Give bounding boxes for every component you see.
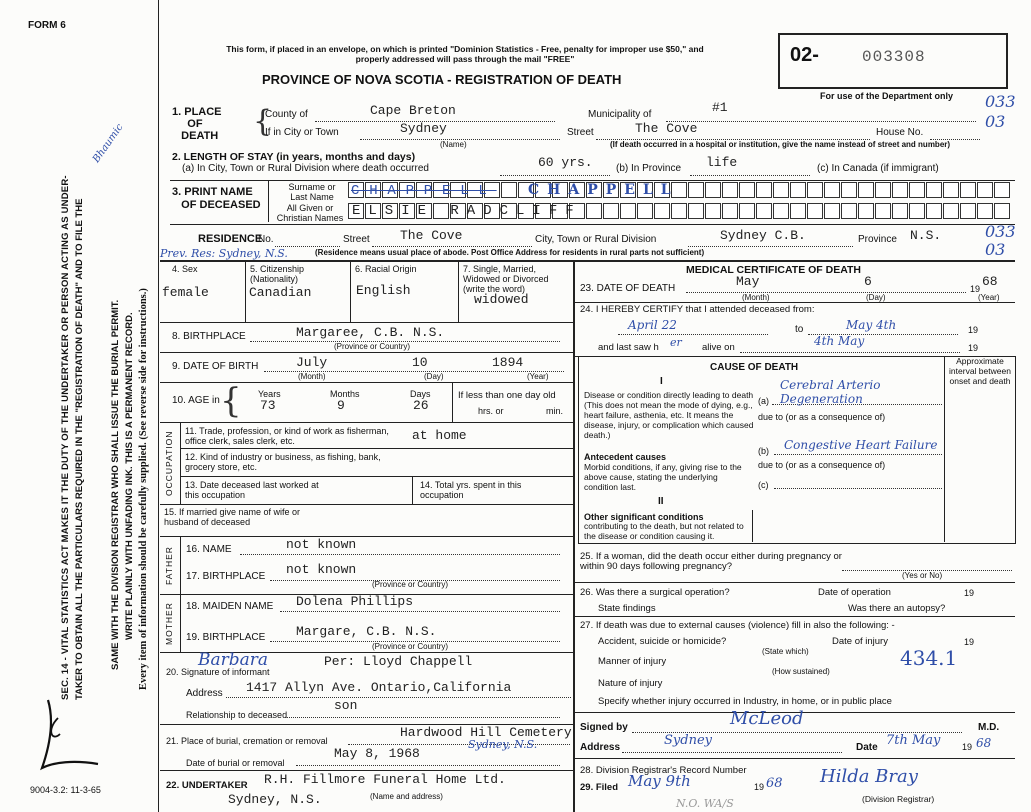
street-value: The Cove: [635, 121, 698, 136]
cert-to-label: to: [795, 324, 804, 335]
footer-code: 9004-3.2: 11-3-65: [30, 785, 101, 795]
medical-title: MEDICAL CERTIFICATE OF DEATH: [686, 264, 861, 276]
cause-b-label: (b): [758, 446, 769, 456]
undertaker-label: 22. UNDERTAKER: [166, 780, 248, 791]
years-label: Years: [258, 389, 281, 399]
name-letter-cell[interactable]: [603, 203, 619, 219]
dod-month: May: [736, 274, 760, 289]
stay-b-label: (b) In Province: [616, 163, 682, 174]
informant-per: Per: Lloyd Chappell: [324, 654, 473, 669]
marital-label: 7. Single, Married, Widowed or Divorced (write the word): [463, 264, 549, 294]
dod-label: 23. DATE OF DEATH: [580, 283, 676, 294]
burial-date-label: Date of burial or removal: [186, 758, 285, 768]
side-text-line4: WRITE PLAINLY WITH UNFADING INK. THIS IS A PERMANENT RECORD.: [124, 312, 135, 640]
name-letter-cell[interactable]: [739, 203, 755, 219]
dob-year-label: (Year): [527, 372, 549, 381]
name-letter-cell[interactable]: [620, 203, 636, 219]
name-letter-cell[interactable]: [875, 203, 891, 219]
last-worked-label: 13. Date deceased last worked at this occupation: [185, 480, 319, 500]
months-label: Months: [330, 389, 360, 399]
cert-to: May 4th: [846, 318, 897, 332]
name-letter-cell[interactable]: [943, 203, 959, 219]
side-text-line5: Every item of information should be carefully supplied. (See reverse side for instructions.): [138, 288, 149, 690]
name-letter-cell[interactable]: [722, 182, 738, 198]
cert-year19: 19: [968, 325, 979, 335]
dod-year-label: (Year): [978, 293, 1000, 302]
name-letter-cell[interactable]: [705, 182, 721, 198]
date-value: 7th May: [886, 733, 941, 748]
birthplace-prov: (Province or Country): [334, 342, 411, 351]
informant-address: 1417 Allyn Ave. Ontario,California: [246, 680, 512, 695]
autopsy-label: Was there an autopsy?: [848, 603, 946, 614]
father-birthplace-label: 17. BIRTHPLACE: [186, 571, 266, 582]
name-letter-cell[interactable]: [773, 182, 789, 198]
industry-label: 12. Kind of industry or business, as fishing, bank, grocery store, etc.: [185, 452, 381, 472]
side-text-line2: TAKER TO OBTAIN ALL THE PARTICULARS REQUIRED IN THE "REGISTRATION OF DEATH" AND TO FILE THE: [74, 198, 85, 700]
name-letter-cell[interactable]: [705, 203, 721, 219]
stay-b-value: life: [706, 155, 738, 170]
cause-a-label: (a): [758, 396, 769, 406]
name-letter-cell[interactable]: [994, 203, 1010, 219]
op-year19: 19: [964, 588, 975, 598]
how-sustained: (How sustained): [772, 667, 830, 676]
stay-c-label: (c) In Canada (if immigrant): [817, 163, 939, 174]
name-letter-cell[interactable]: [943, 182, 959, 198]
name-letter-cell[interactable]: [960, 182, 976, 198]
mother-side: MOTHER: [164, 602, 174, 645]
name-letter-cell[interactable]: [960, 203, 976, 219]
filed-label: 29. Filed: [580, 782, 619, 793]
trade-label: 11. Trade, profession, or kind of work as fisherman, office clerk, sales clerk, etc.: [185, 426, 389, 446]
nature-label: Nature of injury: [598, 678, 663, 689]
stay-a-value: 60 yrs.: [538, 155, 593, 170]
wife-label: 15. If married give name of wife or husband of deceased: [164, 507, 301, 527]
surgical-label: 26. Was there a surgical operation?: [580, 587, 730, 598]
county-label: County of: [265, 109, 308, 120]
date-label: Date: [856, 742, 878, 753]
marital-value: widowed: [474, 292, 529, 307]
alive-label: alive on: [702, 342, 735, 353]
dob-year: 1894: [492, 355, 524, 370]
surname-label: Surname or Last Name: [288, 182, 336, 202]
informant-label: 20. Signature of informant: [166, 667, 270, 677]
name-letter-cell[interactable]: [688, 182, 704, 198]
racial-value: English: [356, 283, 411, 298]
trade-value: at home: [412, 428, 467, 443]
margin-signature: [28, 690, 128, 780]
name-letter-cell[interactable]: [671, 203, 687, 219]
burial-place-hand: Sydney, N.S.: [468, 738, 538, 751]
given-value: ELSIE RADCLIFF: [352, 203, 582, 219]
last-saw-mid: er: [670, 336, 682, 349]
stay-label: 2. LENGTH OF STAY (in years, months and days): [172, 151, 416, 163]
age-years: 73: [260, 398, 276, 413]
dept-use-label: For use of the Department only: [820, 91, 954, 101]
name-letter-cell[interactable]: [722, 203, 738, 219]
dept-code-4: 03: [985, 240, 1006, 259]
dept-code-2: 03: [985, 112, 1006, 131]
antecedent-text: Morbid conditions, if any, giving rise to the above cause, stating the underlying condition last.: [584, 462, 742, 492]
burial-place-label: 21. Place of burial, cremation or removal: [166, 736, 328, 746]
cert-from: April 22: [628, 318, 677, 332]
disease-label: Disease or condition directly leading to death (This does not mean the mode of dying, e.g., heart failure, asthenia, etc. It means the disease, injury, or complication which caused death.): [584, 390, 754, 440]
hospital-note: (If death occurred in a hospital or institution, give the name instead of street and number): [610, 140, 951, 149]
burial-date: May 8, 1968: [334, 746, 420, 761]
signed-year: 68: [976, 736, 992, 750]
reg-prefix: 02-: [790, 44, 819, 66]
place-label: 1. PLACE OF DEATH: [172, 106, 222, 142]
age-days: 26: [413, 398, 429, 413]
residence-no-label: No.: [258, 234, 274, 245]
dod-month-label: (Month): [742, 293, 770, 302]
burial-place: Hardwood Hill Cemetery: [400, 725, 572, 740]
stay-a-label: (a) In City, Town or Rural Division where death occurred: [182, 163, 429, 174]
name-letter-cell[interactable]: [909, 203, 925, 219]
city-label: If in City or Town: [265, 127, 339, 138]
father-name: not known: [286, 537, 357, 552]
birthplace-label: 8. BIRTHPLACE: [172, 331, 246, 342]
cause-c-label: (c): [758, 480, 769, 490]
name-letter-cell[interactable]: [654, 203, 670, 219]
name-letter-cell[interactable]: [501, 182, 517, 198]
father-name-label: 16. NAME: [186, 544, 232, 555]
margin-note: Bhaumic: [90, 122, 126, 165]
residence-note: (Residence means usual place of abode. Post Office Address for residents in rural parts not sufficient): [315, 248, 705, 257]
side-text-line3: SAME WITH THE DIVISION REGISTRAR WHO SHALL ISSUE THE BURIAL PERMIT.: [110, 299, 121, 670]
left-margin-rule: [158, 0, 159, 812]
name-letter-cell[interactable]: [926, 203, 942, 219]
county-value: Cape Breton: [370, 103, 456, 118]
violence-label: 27. If death was due to external causes (violence) fill in also the following: -: [580, 620, 895, 631]
residence-city-label: City, Town or Rural Division: [535, 234, 657, 245]
undertaker-name-address: (Name and address): [370, 792, 443, 801]
house-label: House No.: [876, 127, 924, 138]
alive-value: 4th May: [814, 334, 865, 348]
dod-year: 68: [982, 274, 998, 289]
mail-notice: This form, if placed in an envelope, on which is printed "Dominion Statistics - Free, penalty for improper use $50," and properly addressed will pass through the mail "FREE": [226, 44, 704, 64]
initials: N.O. WA/S: [676, 797, 734, 810]
signed-value: McLeod: [730, 708, 804, 729]
specify-label: Specify whether injury occurred in Industry, in home, or in public place: [598, 696, 892, 707]
dob-day-label: (Day): [424, 372, 444, 381]
due-label-a: due to (or as a consequence of): [758, 412, 886, 422]
name-letter-cell[interactable]: [977, 182, 993, 198]
registrar-label: (Division Registrar): [862, 794, 935, 804]
residence-province-label: Province: [858, 234, 897, 245]
sex-label: 4. Sex: [172, 264, 198, 274]
father-side: FATHER: [164, 546, 174, 585]
other-text: contributing to the death, but not related to the disease or condition causing it.: [584, 521, 744, 541]
less-day: If less than one day old: [458, 390, 556, 401]
name-letter-cell[interactable]: [892, 203, 908, 219]
residence-province: N.S.: [910, 228, 942, 243]
name-letter-cell[interactable]: [824, 182, 840, 198]
city-value: Sydney: [400, 121, 447, 136]
last-saw-label: and last saw h: [598, 342, 659, 353]
racial-label: 6. Racial Origin: [355, 264, 417, 274]
injury-date-label: Date of injury: [832, 636, 888, 647]
occupation-side: OCCUPATION: [164, 430, 174, 496]
father-prov: (Province or Country): [372, 580, 449, 589]
residence-label: RESIDENCE: [198, 233, 263, 245]
citizenship-label: 5. Citizenship (Nationality): [250, 264, 305, 284]
state-which: (State which): [762, 647, 809, 656]
injury-year19: 19: [964, 637, 975, 647]
residence-city: Sydney C.B.: [720, 228, 806, 243]
woman-label: 25. If a woman, did the death occur either during pregnancy or within 90 days following pregnancy?: [580, 551, 842, 572]
dod-day-label: (Day): [866, 293, 886, 302]
municipality-label: Municipality of: [588, 109, 652, 120]
dob-month: July: [296, 355, 328, 370]
part-ii: II: [658, 496, 664, 507]
state-findings: State findings: [598, 603, 656, 614]
part-i: I: [660, 376, 663, 387]
name-letter-cell[interactable]: [841, 203, 857, 219]
name-letter-cell[interactable]: [739, 182, 755, 198]
residence-handwritten: Prev. Res: Sydney, N.S.: [160, 247, 288, 260]
surname-struck: CHAPPELL: [351, 183, 497, 199]
name-letter-cell[interactable]: [637, 203, 653, 219]
name-letter-cell[interactable]: [756, 203, 772, 219]
accident-label: Accident, suicide or homicide?: [598, 636, 727, 647]
name-letter-cell[interactable]: [858, 203, 874, 219]
dept-code-3: 033: [985, 222, 1016, 241]
yes-no: (Yes or No): [902, 571, 943, 580]
name-letter-cell[interactable]: [688, 203, 704, 219]
name-letter-cell[interactable]: [756, 182, 772, 198]
maiden-label: 18. MAIDEN NAME: [186, 601, 274, 612]
registrar-signature: Hilda Bray: [820, 766, 918, 787]
dod-year19: 19: [970, 284, 981, 294]
name-letter-cell[interactable]: [807, 182, 823, 198]
cause-b-value: Congestive Heart Failure: [784, 438, 938, 452]
citizenship-value: Canadian: [249, 285, 312, 300]
name-letter-cell[interactable]: [926, 182, 942, 198]
birthplace-value: Margaree, C.B. N.S.: [296, 325, 445, 340]
min-label: min.: [546, 406, 564, 416]
dob-day: 10: [412, 355, 428, 370]
antecedent-label: Antecedent causes: [584, 452, 667, 462]
mother-birthplace-label: 19. BIRTHPLACE: [186, 632, 266, 643]
name-letter-cell[interactable]: [586, 203, 602, 219]
name-note: (Name): [440, 140, 467, 149]
cause-code: 434.1: [900, 646, 958, 670]
total-years-label: 14. Total yrs. spent in this occupation: [420, 480, 522, 500]
name-letter-cell[interactable]: [824, 203, 840, 219]
days-label: Days: [410, 389, 431, 399]
undertaker-city: Sydney, N.S.: [228, 792, 322, 807]
municipality-value: #1: [712, 100, 728, 115]
filed-year19: 19: [754, 782, 765, 792]
mother-birthplace: Margare, C.B. N.S.: [296, 624, 437, 639]
residence-street: The Cove: [400, 228, 463, 243]
dod-day: 6: [864, 274, 872, 289]
undertaker-value: R.H. Fillmore Funeral Home Ltd.: [264, 772, 506, 787]
cert-label: 24. I HEREBY CERTIFY that I attended deceased from:: [580, 304, 815, 315]
due-label-b: due to (or as a consequence of): [758, 460, 886, 470]
informant-address-label: Address: [186, 688, 223, 699]
cod-title: CAUSE OF DEATH: [710, 362, 799, 373]
sex-value: female: [162, 285, 209, 300]
dob-month-label: (Month): [298, 372, 326, 381]
side-text-sec14: SEC. 14 - VITAL STATISTICS ACT MAKES IT THE DUTY OF THE UNDERTAKER OR PERSON ACTING AS UNDER-: [60, 175, 71, 700]
relationship-label: Relationship to deceased: [186, 710, 288, 720]
cause-a-value: Cerebral Arterio Degeneration: [780, 378, 881, 406]
name-letter-cell[interactable]: [773, 203, 789, 219]
signed-label: Signed by: [580, 722, 628, 733]
print-name-label: 3. PRINT NAME OF DECEASED: [172, 186, 261, 211]
address-value: Sydney: [664, 733, 712, 748]
filed-year: 68: [766, 776, 783, 791]
signed-year19: 19: [962, 742, 973, 752]
given-label: All Given or Christian Names: [276, 203, 344, 223]
form-number: FORM 6: [28, 20, 66, 31]
name-letter-cell[interactable]: [892, 182, 908, 198]
dept-code-1: 033: [985, 92, 1016, 111]
relationship-value: son: [334, 698, 358, 713]
hrs-label: hrs. or: [478, 406, 504, 416]
name-letter-cell[interactable]: [977, 203, 993, 219]
other-label: Other significant conditions: [584, 512, 704, 522]
mother-prov: (Province or Country): [372, 642, 449, 651]
reg-number: 003308: [862, 48, 926, 66]
dob-label: 9. DATE OF BIRTH: [172, 361, 259, 372]
name-letter-cell[interactable]: [994, 182, 1010, 198]
op-date-label: Date of operation: [818, 587, 891, 598]
name-letter-cell[interactable]: [790, 203, 806, 219]
form-title: PROVINCE OF NOVA SCOTIA - REGISTRATION OF DEATH: [262, 72, 622, 87]
name-letter-cell[interactable]: [909, 182, 925, 198]
md-label: M.D.: [978, 722, 1000, 733]
street-label: Street: [567, 127, 594, 138]
address-label: Address: [580, 742, 621, 753]
alive-year19: 19: [968, 343, 979, 353]
surname-value: CHAPPELL: [528, 182, 679, 198]
informant-signature: Barbara: [198, 650, 269, 670]
filed-value: May 9th: [628, 772, 691, 790]
manner-label: Manner of injury: [598, 656, 667, 667]
father-birthplace: not known: [286, 562, 357, 577]
name-letter-cell[interactable]: [858, 182, 874, 198]
name-letter-cell[interactable]: [841, 182, 857, 198]
maiden-value: Dolena Phillips: [296, 594, 414, 609]
residence-street-label: Street: [343, 234, 370, 245]
age-label: 10. AGE in: [172, 395, 220, 406]
name-letter-cell[interactable]: [790, 182, 806, 198]
reg-record-label: 28. Division Registrar's Record Number: [580, 765, 747, 776]
name-letter-cell[interactable]: [875, 182, 891, 198]
age-months: 9: [337, 398, 345, 413]
interval-label: Approximate interval between onset and death: [949, 356, 1011, 386]
name-letter-cell[interactable]: [807, 203, 823, 219]
